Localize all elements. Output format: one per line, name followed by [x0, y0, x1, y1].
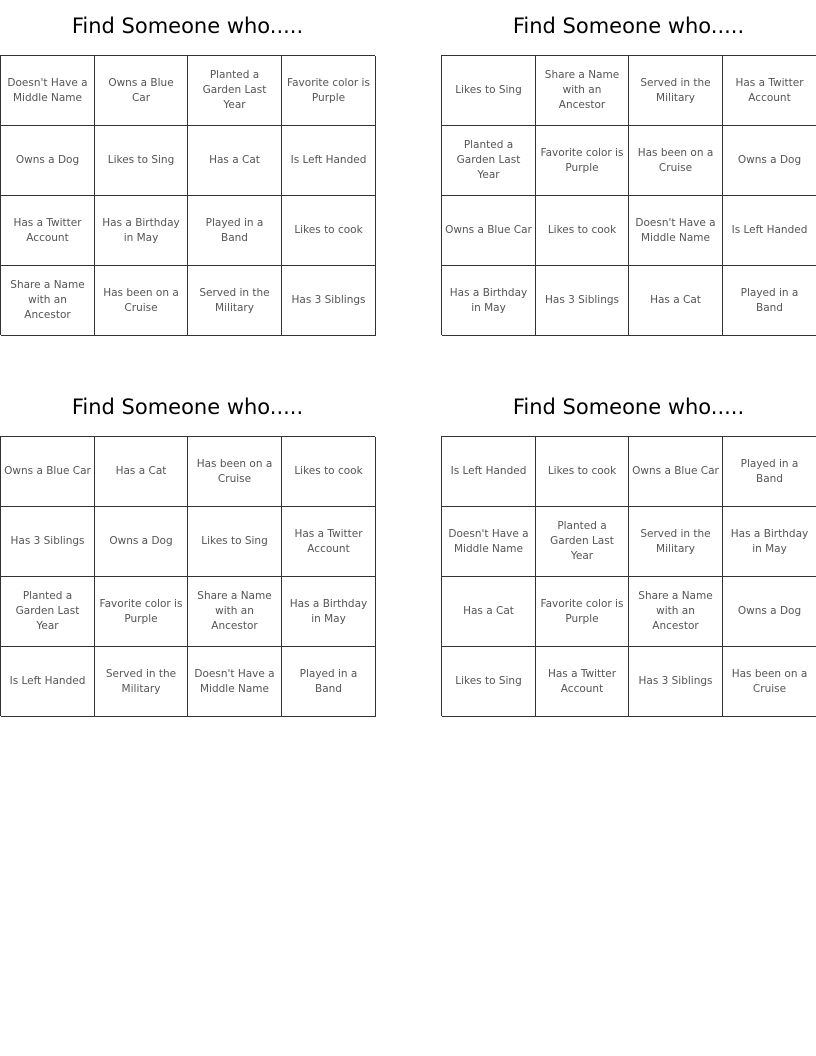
bingo-cell: Doesn't Have a Middle Name — [1, 56, 95, 126]
bingo-cell: Owns a Dog — [95, 507, 188, 577]
bingo-cell: Served in the Military — [629, 507, 723, 577]
bingo-cell: Has a Cat — [188, 126, 282, 196]
bingo-cell: Share a Name with an Ancestor — [188, 577, 282, 647]
bingo-cell: Has been on a Cruise — [629, 126, 723, 196]
bingo-grid — [441, 436, 816, 716]
bingo-cell: Doesn't Have a Middle Name — [442, 507, 536, 577]
bingo-cell: Likes to cook — [536, 196, 629, 266]
bingo-cell: Has a Birthday in May — [95, 196, 188, 266]
bingo-cell: Owns a Blue Car — [442, 196, 536, 266]
bingo-card — [0, 0, 375, 321]
bingo-cell: Likes to Sing — [442, 56, 536, 126]
bingo-card — [0, 381, 375, 695]
bingo-cell: Share a Name with an Ancestor — [536, 56, 629, 126]
bingo-cell: Has a Twitter Account — [1, 196, 95, 266]
bingo-cell: Has a Cat — [442, 577, 536, 647]
card-title: Find Someone who..... — [512, 14, 745, 38]
card-title: Find Someone who..... — [71, 14, 304, 38]
bingo-cell: Has 3 Siblings — [536, 266, 629, 336]
bingo-cell: Played in a Band — [723, 266, 816, 336]
bingo-cell: Owns a Dog — [1, 126, 95, 196]
bingo-cell: Doesn't Have a Middle Name — [629, 196, 723, 266]
bingo-cell: Favorite color is Purple — [536, 577, 629, 647]
bingo-cell: Served in the Military — [188, 266, 282, 336]
bingo-cell: Favorite color is Purple — [95, 577, 188, 647]
bingo-cell: Has a Birthday in May — [282, 577, 376, 647]
bingo-cell: Likes to cook — [282, 437, 376, 507]
bingo-cell: Likes to Sing — [188, 507, 282, 577]
bingo-cell: Owns a Blue Car — [95, 56, 188, 126]
bingo-cell: Is Left Handed — [282, 126, 376, 196]
card-title: Find Someone who..... — [71, 395, 304, 419]
bingo-cell: Has been on a Cruise — [188, 437, 282, 507]
bingo-cell: Has a Cat — [629, 266, 723, 336]
bingo-cell: Served in the Military — [629, 56, 723, 126]
bingo-card — [441, 381, 816, 695]
bingo-cell: Favorite color is Purple — [282, 56, 376, 126]
bingo-cell: Share a Name with an Ancestor — [1, 266, 95, 336]
bingo-cell: Has a Twitter Account — [282, 507, 376, 577]
bingo-cell: Owns a Dog — [723, 577, 816, 647]
bingo-cell: Has 3 Siblings — [1, 507, 95, 577]
bingo-cell: Has a Birthday in May — [442, 266, 536, 336]
bingo-grid — [0, 436, 375, 716]
bingo-cell: Played in a Band — [723, 437, 816, 507]
bingo-cell: Share a Name with an Ancestor — [629, 577, 723, 647]
bingo-cell: Has a Cat — [95, 437, 188, 507]
bingo-cell: Owns a Dog — [723, 126, 816, 196]
bingo-cell: Likes to cook — [282, 196, 376, 266]
bingo-cell: Has been on a Cruise — [95, 266, 188, 336]
bingo-cell: Planted a Garden Last Year — [188, 56, 282, 126]
card-title: Find Someone who..... — [512, 395, 745, 419]
bingo-cell: Likes to Sing — [95, 126, 188, 196]
bingo-cell: Has a Birthday in May — [723, 507, 816, 577]
bingo-cell: Played in a Band — [282, 647, 376, 717]
bingo-cell: Has a Twitter Account — [536, 647, 629, 717]
bingo-cell: Has 3 Siblings — [282, 266, 376, 336]
bingo-cell: Planted a Garden Last Year — [536, 507, 629, 577]
bingo-cell: Planted a Garden Last Year — [1, 577, 95, 647]
bingo-card — [441, 0, 816, 314]
bingo-cell: Likes to cook — [536, 437, 629, 507]
bingo-cell: Is Left Handed — [442, 437, 536, 507]
bingo-cell: Is Left Handed — [723, 196, 816, 266]
bingo-grid — [0, 55, 375, 335]
bingo-cell: Has 3 Siblings — [629, 647, 723, 717]
bingo-cell: Doesn't Have a Middle Name — [188, 647, 282, 717]
bingo-cell: Served in the Military — [95, 647, 188, 717]
bingo-cell: Played in a Band — [188, 196, 282, 266]
bingo-cell: Owns a Blue Car — [629, 437, 723, 507]
bingo-cell: Likes to Sing — [442, 647, 536, 717]
bingo-cell: Has a Twitter Account — [723, 56, 816, 126]
bingo-cell: Is Left Handed — [1, 647, 95, 717]
bingo-cell: Owns a Blue Car — [1, 437, 95, 507]
bingo-grid — [441, 55, 816, 335]
bingo-cell: Planted a Garden Last Year — [442, 126, 536, 196]
bingo-cell: Favorite color is Purple — [536, 126, 629, 196]
bingo-cell: Has been on a Cruise — [723, 647, 816, 717]
